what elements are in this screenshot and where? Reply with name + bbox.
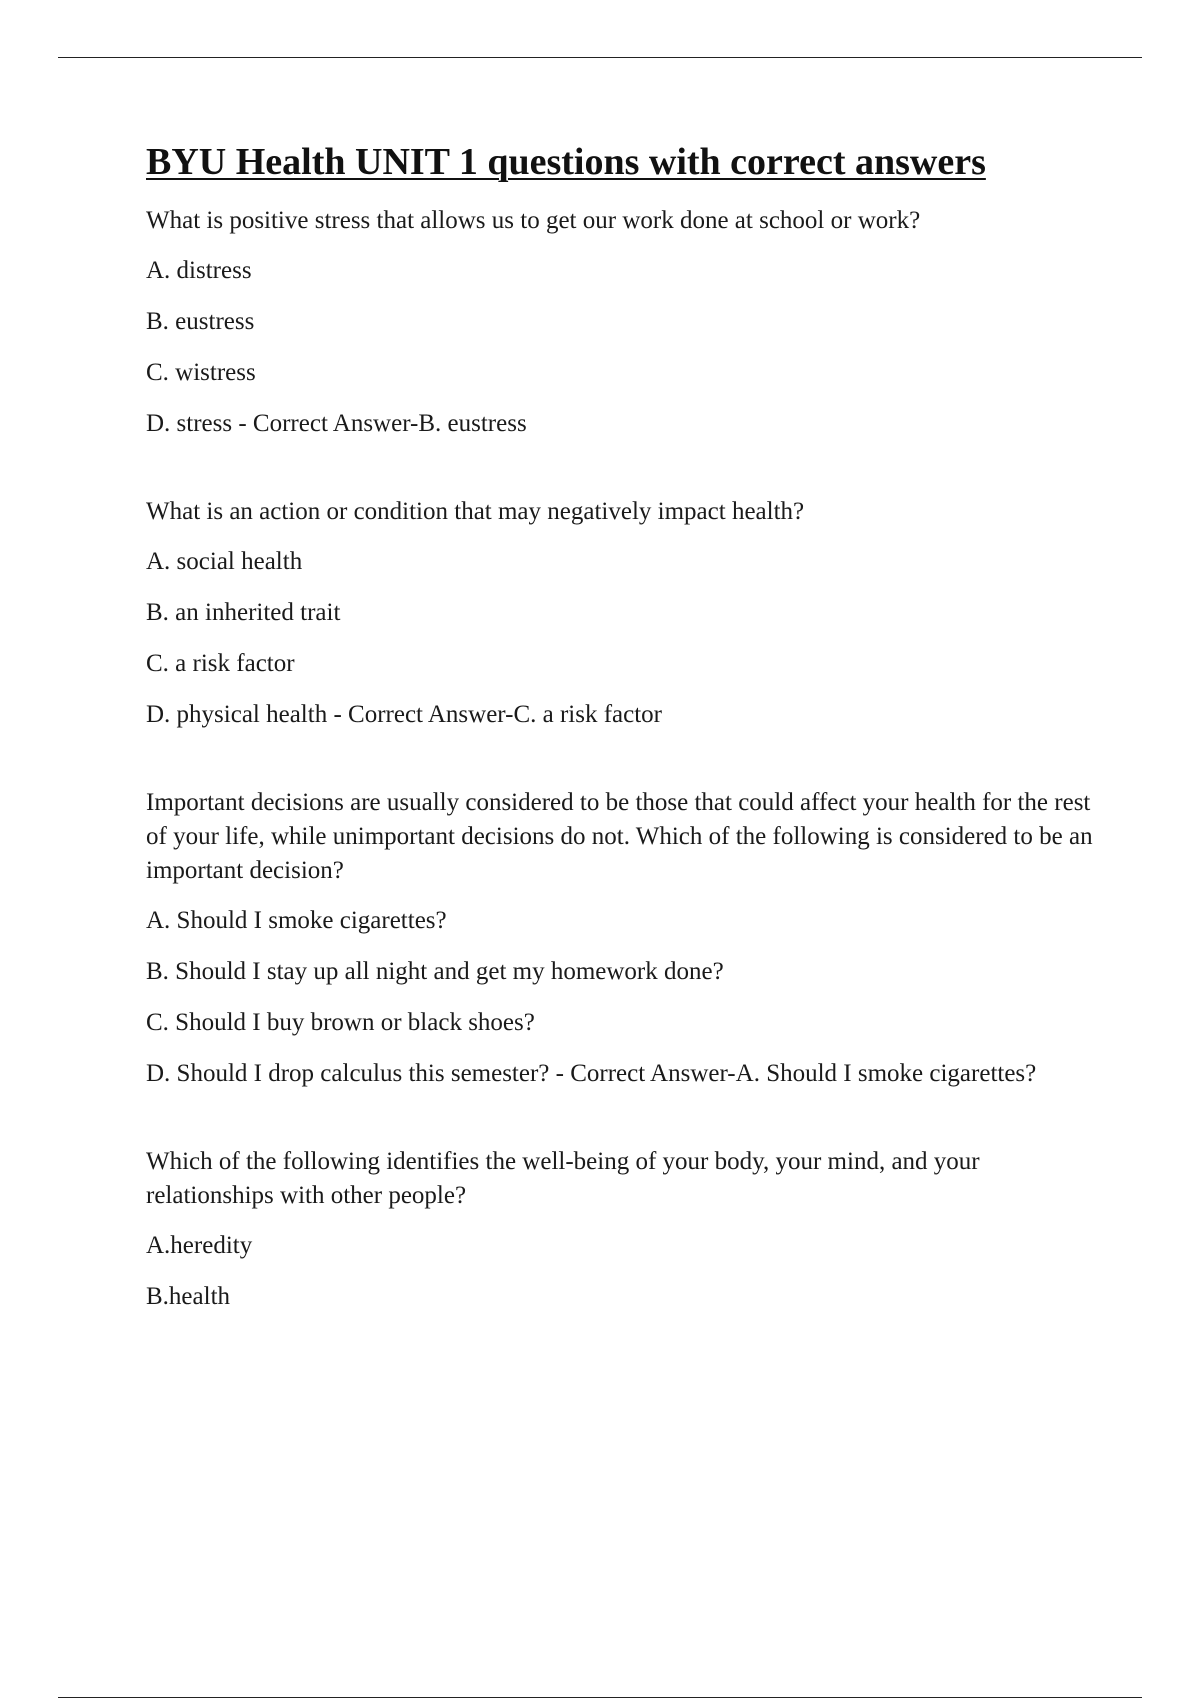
question-text: What is an action or condition that may negatively impact health? [146, 497, 805, 525]
answer-option: A. social health [146, 547, 303, 575]
answer-option: A.heredity [146, 1231, 253, 1259]
answer-option-with-correct-answer: D. physical health - Correct Answer-C. a risk factor [146, 700, 663, 728]
question-text: Important decisions are usually considered to be those that could affect your health for the rest of your life, while unimportant decisions do not. Which of the following is considered to be an important decision? [146, 788, 1093, 884]
question-block [146, 1145, 1096, 1314]
answer-option: B.health [146, 1282, 231, 1310]
answer-option: C. a risk factor [146, 649, 295, 677]
answer-option-with-correct-answer: D. stress - Correct Answer-B. eustress [146, 409, 527, 437]
answer-option: A. Should I smoke cigarettes? [146, 906, 447, 934]
question-block [146, 786, 1096, 1091]
answer-option: C. Should I buy brown or black shoes? [146, 1008, 535, 1036]
answer-option: B. Should I stay up all night and get my homework done? [146, 957, 724, 985]
question-text: Which of the following identifies the well-being of your body, your mind, and your relationships with other people? [146, 1147, 980, 1209]
document-body [146, 140, 1096, 1368]
answer-option: C. wistress [146, 358, 256, 386]
answer-option: B. eustress [146, 307, 255, 335]
question-block [146, 204, 1096, 441]
question-block [146, 495, 1096, 732]
document-title: BYU Health UNIT 1 questions with correct answers [146, 141, 986, 183]
question-text: What is positive stress that allows us to get our work done at school or work? [146, 206, 921, 234]
answer-option: A. distress [146, 256, 252, 284]
bottom-rule [58, 1697, 1142, 1698]
answer-option: B. an inherited trait [146, 598, 341, 626]
top-rule [58, 57, 1142, 58]
answer-option-with-correct-answer: D. Should I drop calculus this semester? - Correct Answer-A. Should I smoke cigarettes? [146, 1059, 1037, 1087]
